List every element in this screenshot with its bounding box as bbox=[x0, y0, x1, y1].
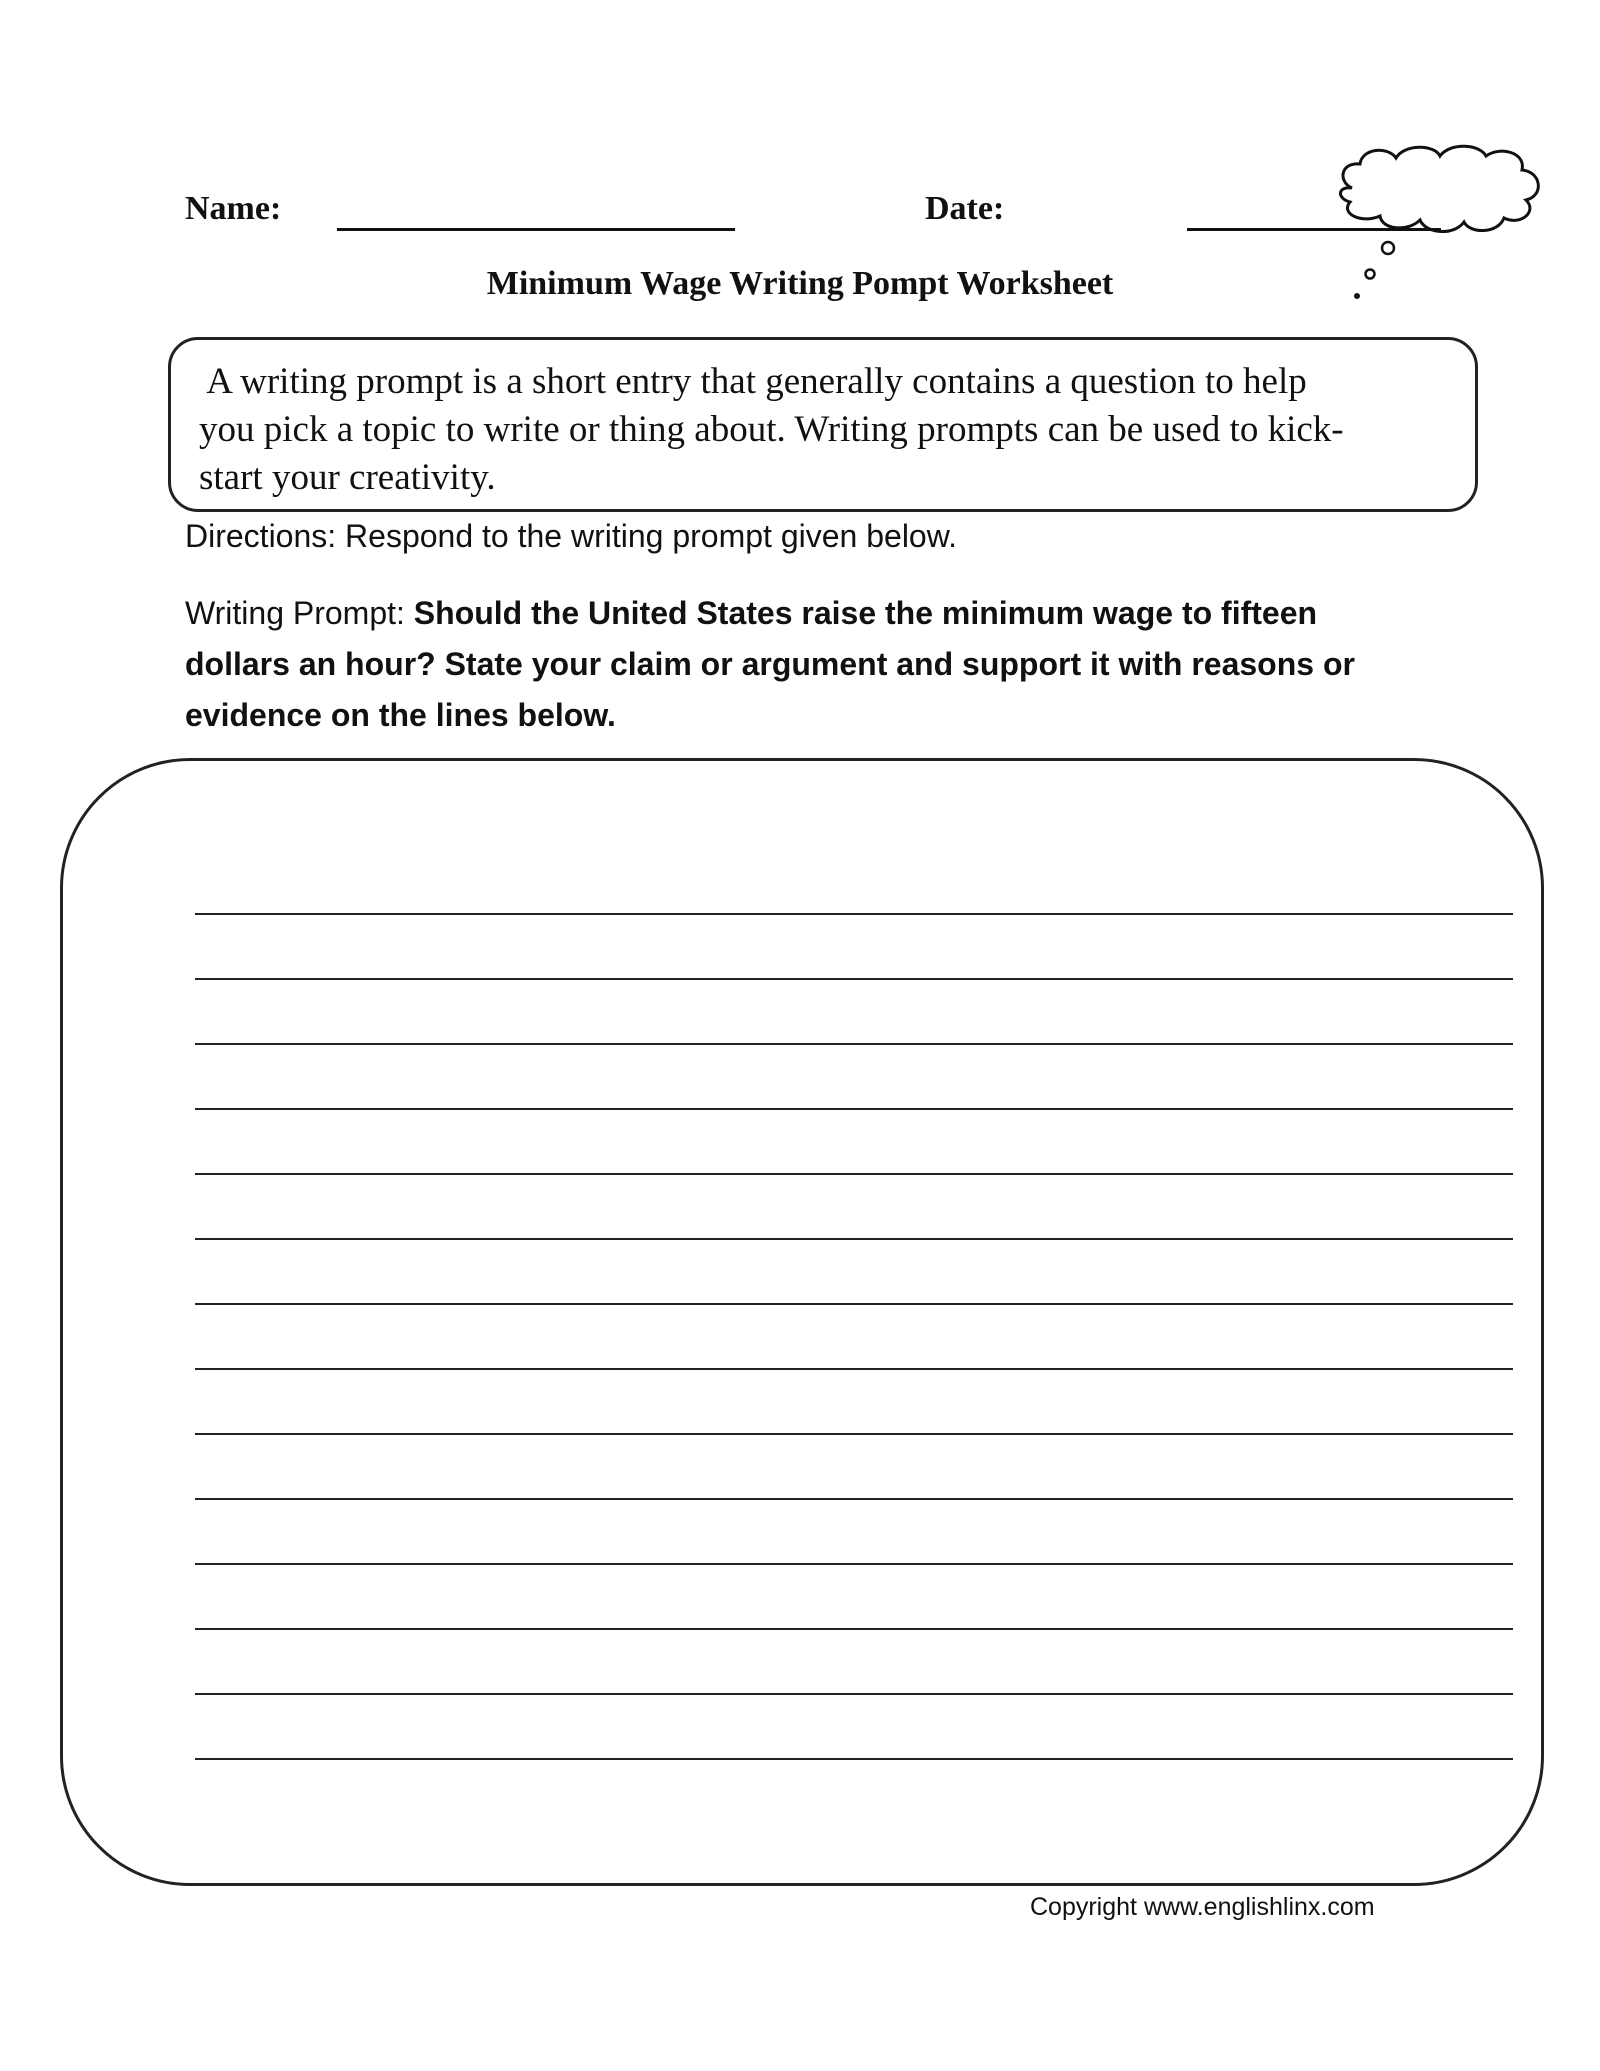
name-field[interactable] bbox=[337, 228, 735, 231]
intro-box bbox=[168, 337, 1478, 512]
answer-line[interactable] bbox=[195, 1043, 1513, 1045]
page-title: Minimum Wage Writing Pompt Worksheet bbox=[486, 265, 1114, 302]
intro-line: you pick a topic to write or thing about. Writing prompts can be used to kick- bbox=[199, 409, 1344, 450]
answer-line[interactable] bbox=[195, 1368, 1513, 1370]
answer-line[interactable] bbox=[195, 1303, 1513, 1305]
directions-text: Directions: Respond to the writing prompt given below. bbox=[185, 518, 957, 554]
answer-line[interactable] bbox=[195, 978, 1513, 980]
header-row bbox=[185, 190, 1285, 240]
date-label: Date: bbox=[925, 190, 1005, 227]
answer-line[interactable] bbox=[195, 1758, 1513, 1760]
copyright-text: Copyright www.englishlinx.com bbox=[1030, 1893, 1375, 1921]
answer-line[interactable] bbox=[195, 1173, 1513, 1175]
answer-line[interactable] bbox=[195, 1498, 1513, 1500]
intro-line: start your creativity. bbox=[199, 457, 496, 498]
answer-line[interactable] bbox=[195, 1693, 1513, 1695]
answer-line[interactable] bbox=[195, 1563, 1513, 1565]
answer-line[interactable] bbox=[195, 1433, 1513, 1435]
answer-line[interactable] bbox=[195, 913, 1513, 915]
answer-box[interactable] bbox=[60, 758, 1544, 1886]
prompt-text: Should the United States raise the minimum wage to fifteen dollars an hour? State your claim or argument and support it with reasons or evidence on the lines below. bbox=[185, 595, 1355, 733]
intro-line: A writing prompt is a short entry that generally contains a question to help bbox=[199, 361, 1307, 402]
answer-line[interactable] bbox=[195, 1628, 1513, 1630]
answer-line[interactable] bbox=[195, 1238, 1513, 1240]
prompt-label: Writing Prompt: bbox=[185, 595, 414, 631]
answer-line[interactable] bbox=[195, 1108, 1513, 1110]
writing-prompt bbox=[185, 588, 1395, 741]
name-label: Name: bbox=[185, 190, 282, 227]
